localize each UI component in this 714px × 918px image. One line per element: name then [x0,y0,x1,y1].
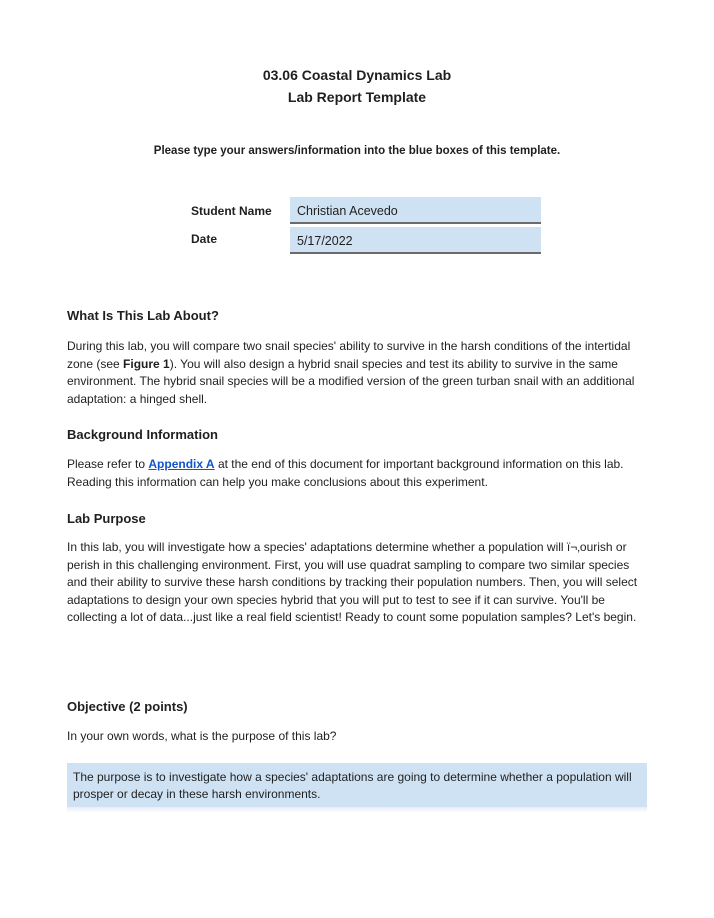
instructions: Please type your answers/information into the blue boxes of this template. [153,145,561,157]
date-label: Date [191,232,218,246]
about-paragraph [67,338,647,408]
lab-purpose-heading: Lab Purpose [67,511,146,526]
student-name-field[interactable]: Christian Acevedo [290,197,541,224]
appendix-a-link[interactable]: Appendix A [148,457,215,471]
objective-question: In your own words, what is the purpose of this lab? [67,729,337,743]
about-text-start: During this lab, you will compare two snail species' ability to survive in the harsh conditions of the intertidal zone (see [67,339,631,371]
figure-reference: Figure 1 [123,356,170,371]
about-text-end: ). You will also design a hybrid snail species and test its ability to survive in the same environment. The hybrid snail species will be a modified version of the green turban snail with an additional adaptation: a hinged shell. [67,356,635,406]
background-text-start: Please refer to [67,457,149,471]
background-paragraph [67,456,647,491]
objective-heading: Objective (2 points) [67,699,188,714]
about-heading: What Is This Lab About? [67,308,219,323]
date-field[interactable]: 5/17/2022 [290,227,541,254]
document-subtitle: Lab Report Template [287,89,427,105]
background-text-end: at the end of this document for important background information on this lab. Reading this information can help you make conclusions about this experiment. [67,457,624,489]
answer-box-shadow [67,807,647,813]
lab-purpose-paragraph: In this lab, you will investigate how a species' adaptations determine whether a population will ï¬‚ourish or perish in this challenging environment. First, you will use quadrat sampling to compare two similar species and their ability to survive these harsh conditions by tracking their population numbers. Then, you will select adaptations to design your own species hybrid that you will put to test to see if it can survive. You'll be collecting a lot of data...just like a real field scientist! Ready to count some population samples? Let's begin. [67,540,638,624]
background-heading: Background Information [67,427,218,442]
student-name-label: Student Name [191,204,272,218]
objective-answer-box[interactable]: The purpose is to investigate how a species' adaptations are going to determine whether a population will prosper or decay in these harsh environments. [67,763,647,807]
document-title: 03.06 Coastal Dynamics Lab [262,67,452,83]
